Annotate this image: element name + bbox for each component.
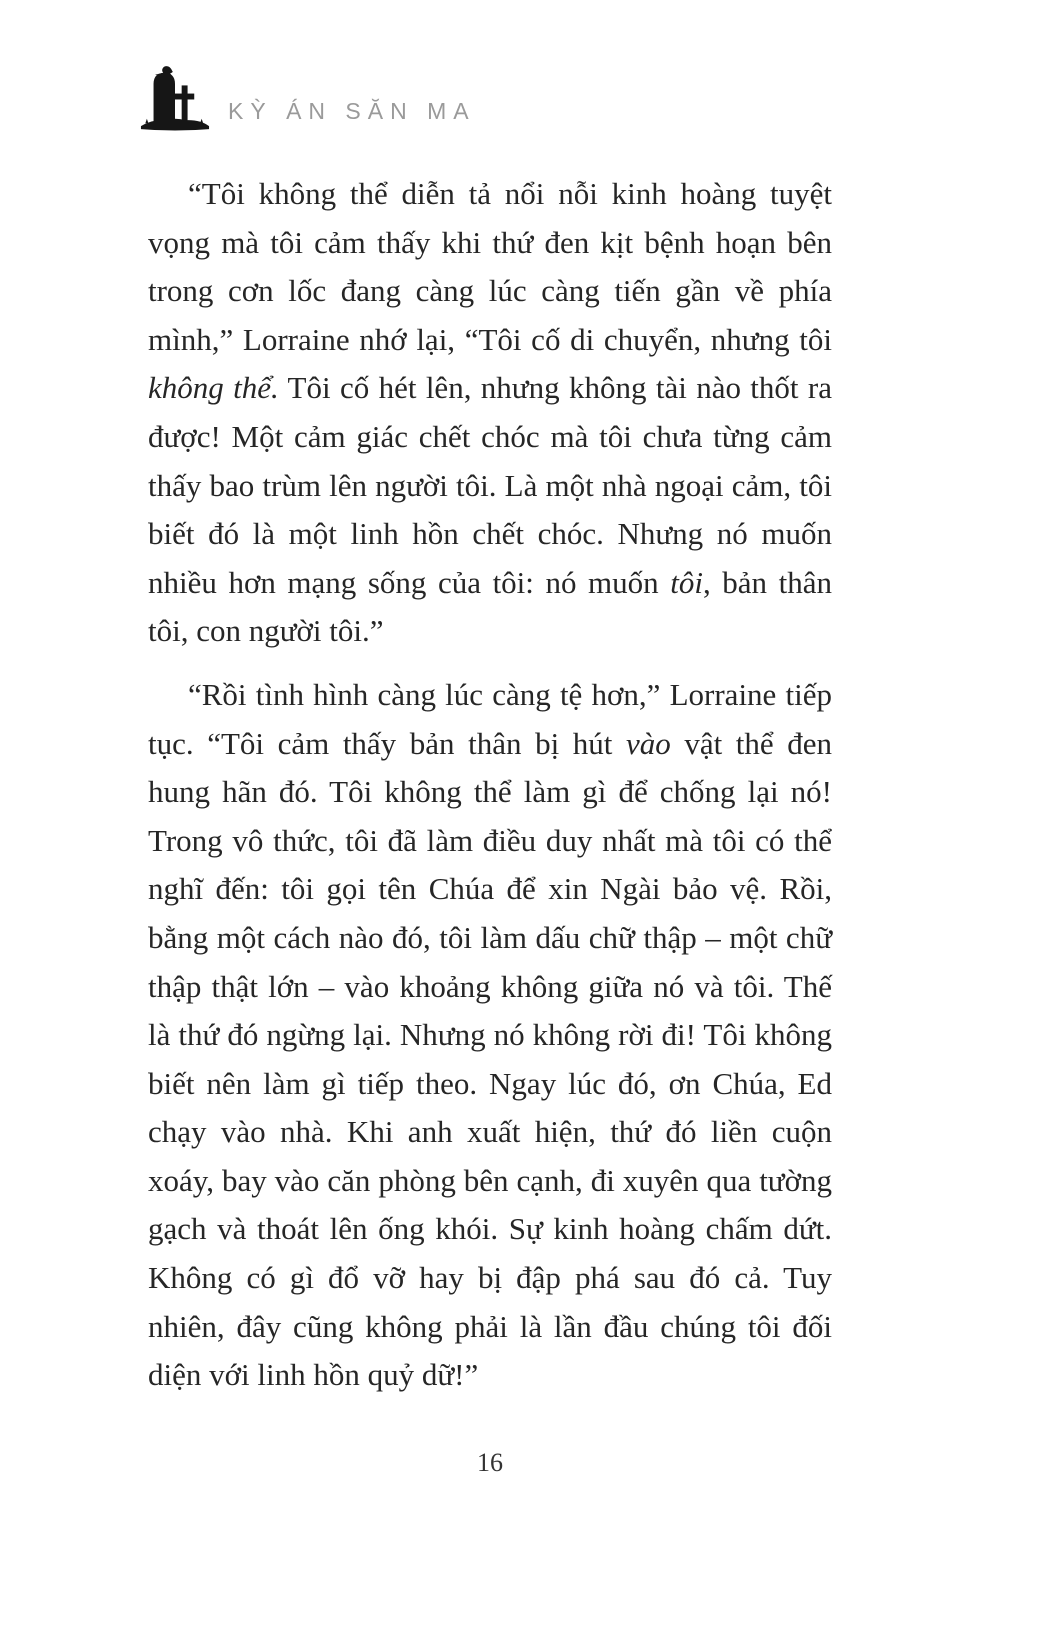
text-segment: Tôi cố hét lên, nhưng không tài nào thốt ra được! Một cảm giác chết chóc mà tôi chưa từng cảm thấy bao trùm lên người tôi. Là một nhà ngoại cảm, tôi biết đó là một linh hồn chết chóc. Nhưng nó muốn nhiều hơn mạng sống của tôi: nó muốn <box>148 370 832 600</box>
paragraph <box>148 170 832 656</box>
body-text <box>148 170 832 1415</box>
paragraph <box>148 671 832 1400</box>
book-series-title: KỲ ÁN SĂN MA <box>228 98 476 124</box>
italic-text-segment: vào <box>625 725 671 761</box>
italic-text-segment: tôi <box>670 564 703 600</box>
text-segment: “Rồi tình hình càng lúc càng tệ hơn,” Lorraine tiếp tục. “Tôi cảm thấy bản thân bị hút <box>148 676 832 761</box>
page-number: 16 <box>477 1448 503 1477</box>
text-segment: , bản thân tôi, con người tôi.” <box>148 564 832 649</box>
text-segment: “Tôi không thể diễn tả nổi nỗi kinh hoàng tuyệt vọng mà tôi cảm thấy khi thứ đen kịt bệnh hoạn bên trong cơn lốc đang càng lúc càng tiến gần về phía mình,” Lorraine nhớ lại, “Tôi cố di chuyển, nhưng tôi <box>148 176 832 357</box>
tombstone-cross-crow-icon <box>138 55 212 141</box>
page-header <box>138 55 476 141</box>
italic-text-segment: không thể. <box>148 370 279 406</box>
text-segment: vật thể đen hung hãn đó. Tôi không thể làm gì để chống lại nó! Trong vô thức, tôi đã làm điều duy nhất mà tôi có thể nghĩ đến: tôi gọi tên Chúa để xin Ngài bảo vệ. Rồi, bằng một cách nào đó, tôi làm dấu chữ thập – một chữ thập thật lớn – vào khoảng không giữa nó và tôi. Thế là thứ đó ngừng lại. Nhưng nó không rời đi! Tôi không biết nên làm gì tiếp theo. Ngay lúc đó, ơn Chúa, Ed chạy vào nhà. Khi anh xuất hiện, thứ đó liền cuộn xoáy, bay vào căn phòng bên cạnh, đi xuyên qua tường gạch và thoát lên ống khói. Sự kinh hoàng chấm dứt. Không có gì đổ vỡ hay bị đập phá sau đó cả. Tuy nhiên, đây cũng không phải là lần đầu chúng tôi đối diện với linh hồn quỷ dữ!” <box>148 725 832 1393</box>
